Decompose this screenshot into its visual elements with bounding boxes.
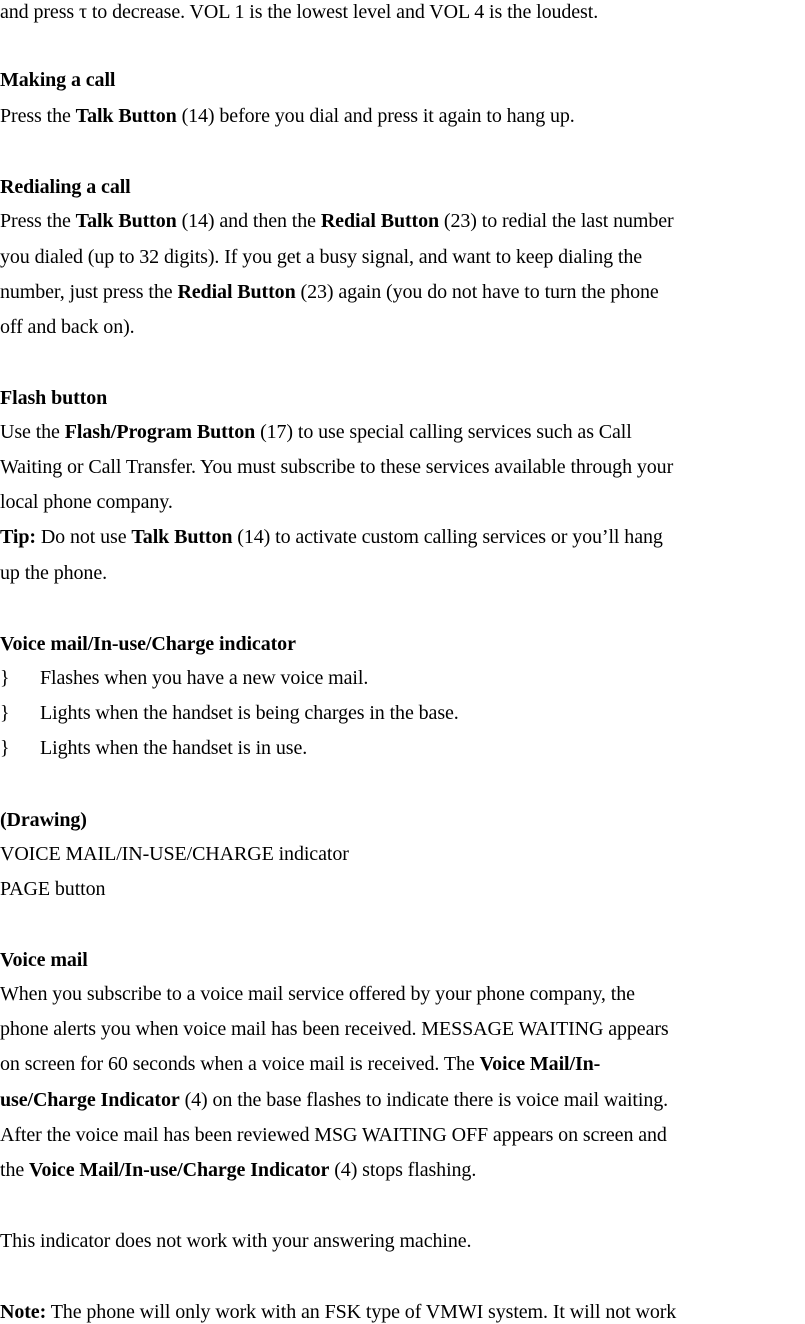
voicemail-text-4: use/Charge Indicator (4) on the base flashes to indicate there is voice mail waiting. xyxy=(0,1089,669,1111)
voicemail-text-2: phone alerts you when voice mail has been received. MESSAGE WAITING appears xyxy=(0,1018,669,1040)
heading-indicator: Voice mail/In-use/Charge indicator xyxy=(0,633,296,655)
note-line: Note: The phone will only work with an FSK type of VMWI system. It will not work xyxy=(0,1301,677,1323)
redialing-text-1: Press the Talk Button (14) and then the Redial Button (23) to redial the last number xyxy=(0,210,674,232)
voicemail-text-3: on screen for 60 seconds when a voice mail is received. The Voice Mail/In- xyxy=(0,1053,601,1075)
intro-line: and press τ to decrease. VOL 1 is the lowest level and VOL 4 is the loudest. xyxy=(0,1,599,23)
down-arrow-symbol: τ xyxy=(78,1,87,23)
redialing-text-2: you dialed (up to 32 digits). If you get a busy signal, and want to keep dialing the xyxy=(0,246,643,268)
bullet-icon: } xyxy=(0,702,10,724)
voicemail-text-6: the Voice Mail/In-use/Charge Indicator (4) stops flashing. xyxy=(0,1159,477,1181)
bullet-icon: } xyxy=(0,737,10,759)
note-label: Note: xyxy=(0,1301,47,1323)
bullet-icon: } xyxy=(0,667,10,689)
heading-drawing: (Drawing) xyxy=(0,809,87,831)
voicemail-text-1: When you subscribe to a voice mail service offered by your phone company, the xyxy=(0,983,635,1005)
heading-voicemail: Voice mail xyxy=(0,949,88,971)
redialing-text-3: number, just press the Redial Button (23) again (you do not have to turn the phone xyxy=(0,281,659,303)
flash-tip-2: up the phone. xyxy=(0,562,108,584)
heading-redialing: Redialing a call xyxy=(0,176,131,198)
flash-tip: Tip: Do not use Talk Button (14) to activate custom calling services or you’ll hang xyxy=(0,526,663,548)
drawing-label-2: PAGE button xyxy=(0,878,106,900)
making-call-text: Press the Talk Button (14) before you dial and press it again to hang up. xyxy=(0,105,575,127)
drawing-label-1: VOICE MAIL/IN-USE/CHARGE indicator xyxy=(0,843,349,865)
flash-text-2: Waiting or Call Transfer. You must subscribe to these services available through your xyxy=(0,456,674,478)
heading-flash: Flash button xyxy=(0,387,108,409)
flash-text-3: local phone company. xyxy=(0,491,173,513)
voicemail-text-7: This indicator does not work with your answering machine. xyxy=(0,1230,472,1252)
voicemail-text-5: After the voice mail has been reviewed MSG WAITING OFF appears on screen and xyxy=(0,1124,667,1146)
heading-making-call: Making a call xyxy=(0,69,116,91)
flash-text-1: Use the Flash/Program Button (17) to use special calling services such as Call xyxy=(0,421,632,443)
redialing-text-4: off and back on). xyxy=(0,316,135,338)
tip-label: Tip: xyxy=(0,526,36,548)
